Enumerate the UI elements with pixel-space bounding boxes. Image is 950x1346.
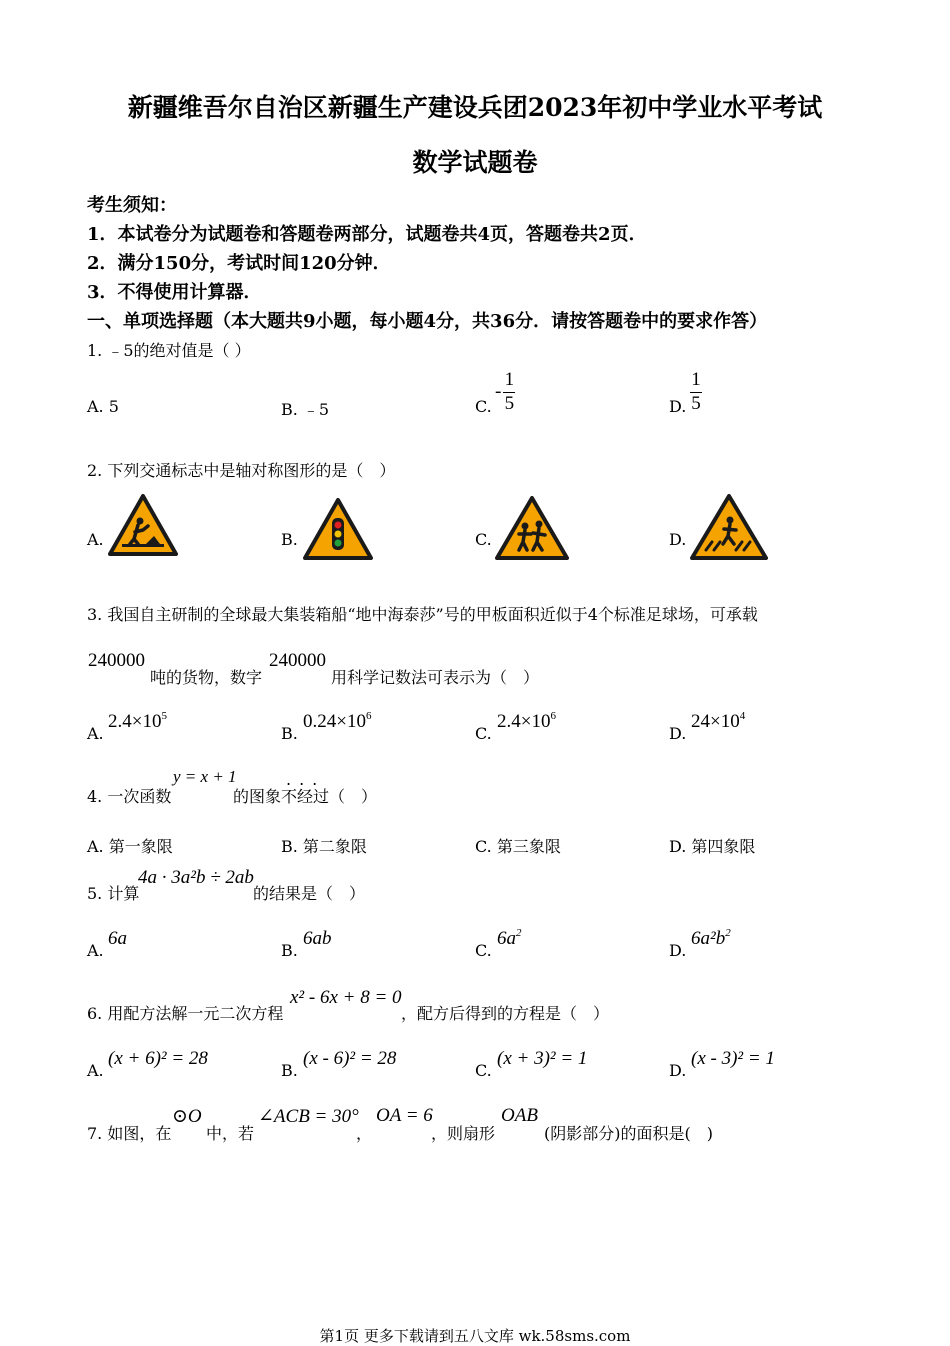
notice-item-1: 1．本试卷分为试题卷和答题卷两部分，试题卷共4页，答题卷共2页． [87, 224, 647, 245]
q1-stem: 1. ﹣5的绝对值是（ ） [87, 341, 251, 360]
q3-stem: 3. 我国自主研制的全球最大集装箱船“地中海泰莎”号的甲板面积近似于4个标准足球场，可承载 [87, 605, 758, 624]
q6-option-b-label: B. [281, 1061, 298, 1080]
q7-circle-symbol: ⊙O [172, 1106, 202, 1127]
q5-option-d-label: D. [669, 941, 687, 960]
fraction [690, 370, 702, 415]
q4-option-d: D. 第四象限 [669, 837, 756, 856]
q5-option-c-label: C. [475, 941, 492, 960]
q3-option-b-value: $0.24\times 10^6$ [303, 710, 372, 732]
q4-option-b: B. 第二象限 [281, 837, 367, 856]
q1-option-d-fraction [690, 370, 702, 415]
q3-number-2: 240000 [269, 650, 326, 671]
q6-equation: x² - 6x + 8 = 0 [290, 987, 402, 1008]
q3-option-c-value: $2.4\times 10^6$ [497, 710, 556, 732]
q1-option-b: B. ﹣5 [281, 400, 330, 419]
q1-option-c-label: C. [475, 397, 492, 416]
q3-option-c-label: C. [475, 724, 492, 743]
q6-option-d-label: D. [669, 1061, 687, 1080]
exam-title: 新疆维吾尔自治区新疆生产建设兵团2023年初中学业水平考试 [127, 93, 823, 122]
q3-option-a-value: $2.4\times 10^5$ [108, 710, 167, 732]
fraction-denominator: 5 [504, 392, 515, 414]
q5-option-a-label: A. [87, 941, 104, 960]
q3-stem-tail: 用科学记数法可表示为（ ） [331, 668, 540, 687]
q5-stem-post: 的结果是（ ） [253, 884, 366, 903]
q6-option-c-label: C. [475, 1061, 492, 1080]
q6-option-c-value: (x + 3)² = 1 [497, 1048, 588, 1069]
fraction-numerator: 1 [504, 369, 515, 390]
q2-option-b: B. [281, 530, 298, 549]
q5-option-b-label: B. [281, 941, 298, 960]
q6-stem-pre: 6. 用配方法解一元二次方程 [87, 1004, 284, 1023]
q7-stem-part-3: ，则扇形 [431, 1124, 496, 1143]
page-footer: 第1页 更多下载请到五八文库 wk.58sms.com [319, 1327, 631, 1345]
q2-option-a: A. [87, 530, 104, 549]
q7-radius: OA = 6 [376, 1105, 433, 1126]
q6-stem-post: ，配方后得到的方程是（ ） [401, 1004, 610, 1023]
q7-stem-part-2: 中，若 [206, 1124, 255, 1143]
q7-stem-part-4: (阴影部分)的面积是( ) [544, 1124, 713, 1143]
emphasis-dots: ... [286, 770, 326, 789]
q6-option-d-value: (x - 3)² = 1 [691, 1048, 775, 1069]
notice-item-3: 3．不得使用计算器． [87, 282, 262, 303]
q2-stem: 2. 下列交通标志中是轴对称图形的是（ ） [87, 461, 396, 480]
exam-subtitle: 数学试题卷 [412, 148, 538, 177]
notice-item-2: 2．满分150分，考试时间120分钟． [87, 253, 391, 274]
q3-option-b-label: B. [281, 724, 298, 743]
q3-option-a-label: A. [87, 724, 104, 743]
q7-angle: ∠ACB = 30° [258, 1106, 359, 1127]
q4-formula: y = x + 1 [173, 767, 237, 786]
q6-option-a-label: A. [87, 1061, 104, 1080]
fraction-numerator: 1 [691, 369, 701, 390]
q3-number-1: 240000 [88, 650, 145, 671]
q3-option-d-value: $24\times 10^4$ [691, 710, 746, 732]
q2-option-d: D. [669, 530, 687, 549]
notice-heading: 考生须知： [87, 195, 177, 216]
q3-option-d-label: D. [669, 724, 687, 743]
q5-stem-pre: 5. 计算 [87, 884, 140, 903]
q7-comma: ， [356, 1124, 373, 1143]
q1-option-d-label: D. [669, 397, 687, 416]
q2-option-c: C. [475, 530, 492, 549]
q6-option-b-value: (x - 6)² = 28 [303, 1048, 397, 1069]
q5-option-b-value: 6ab [303, 928, 332, 949]
q4-stem-post: 的图象不经过（ ） [233, 787, 378, 806]
q4-option-c: C. 第三象限 [475, 837, 561, 856]
fraction [503, 370, 515, 415]
q4-option-a: A. 第一象限 [87, 837, 173, 856]
q4-stem-pre: 4. 一次函数 [87, 787, 172, 806]
q1-option-a: A. 5 [87, 397, 119, 416]
q5-option-d-value: $6a^2b^2$ [691, 927, 731, 949]
q6-option-a-value: (x + 6)² = 28 [108, 1048, 208, 1069]
traffic-light-sign-icon [303, 498, 373, 560]
q7-sector: OAB [501, 1105, 538, 1126]
children-crossing-sign-icon [495, 496, 569, 560]
minus-sign: - [495, 381, 502, 403]
q7-stem-part-1: 7. 如图，在 [87, 1124, 172, 1143]
q5-expression: 4a · 3a²b ÷ 2ab [138, 867, 254, 888]
pedestrian-crossing-sign-icon [690, 494, 768, 560]
fraction-denominator: 5 [691, 392, 701, 414]
q1-option-c-fraction [495, 370, 515, 415]
q5-option-a-value: 6a [108, 928, 127, 949]
q5-option-c-value: $6a^2$ [497, 927, 522, 949]
q3-stem-mid: 吨的货物，数字 [150, 668, 263, 687]
road-work-sign-icon [108, 494, 178, 556]
section-heading: 一、单项选择题（本大题共9小题，每小题4分，共36分．请按答题卷中的要求作答） [87, 311, 768, 332]
